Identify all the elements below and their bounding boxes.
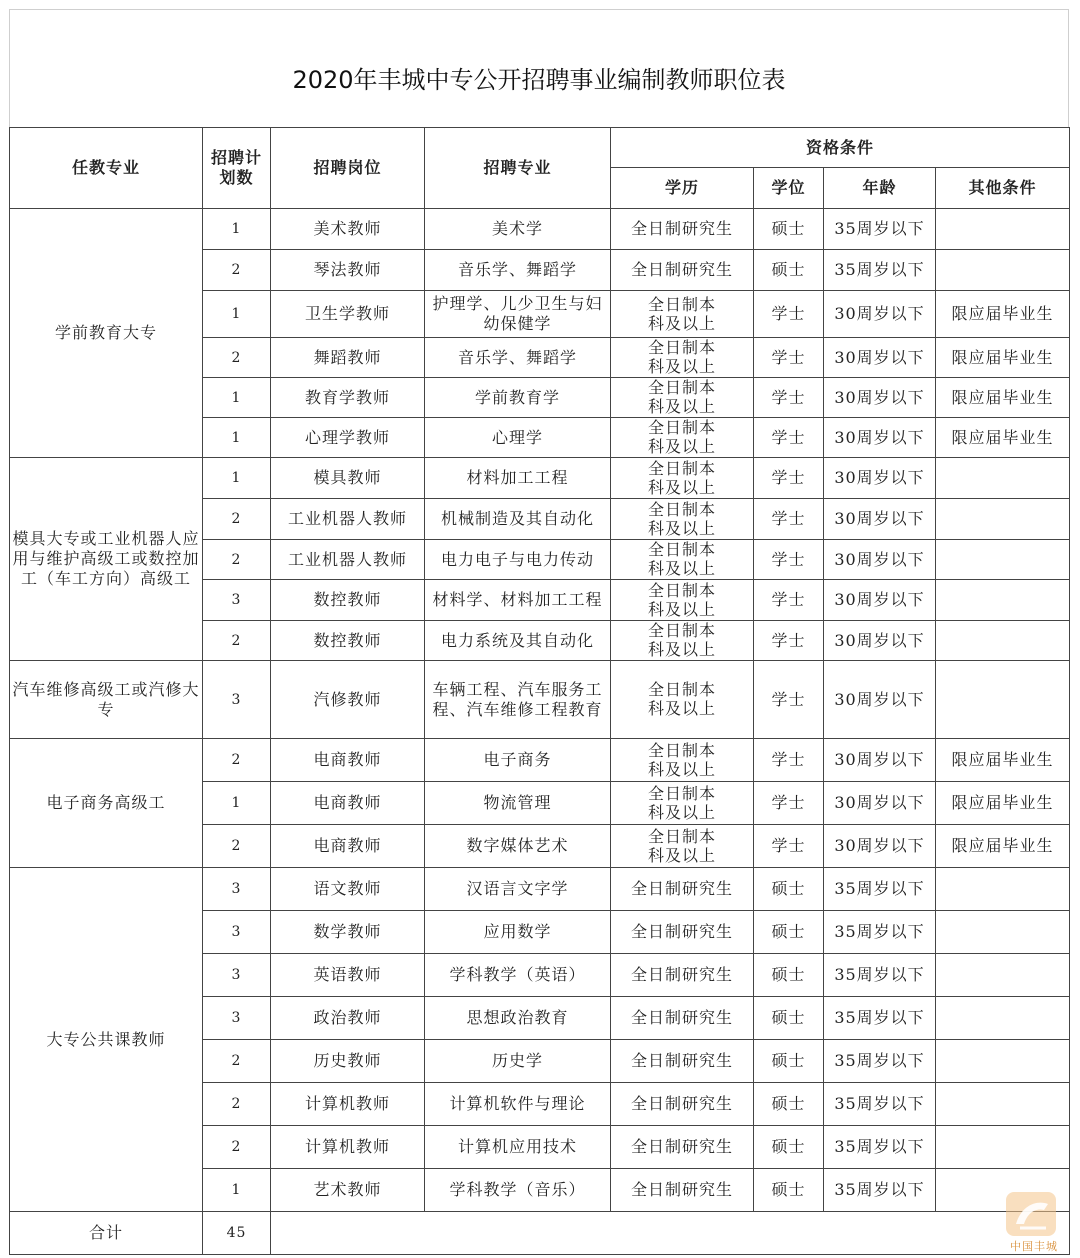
education-text: 全日制本科及以上 [647,580,716,619]
degree-cell: 学士 [754,621,824,661]
education-text: 全日制本科及以上 [647,740,716,779]
age-cell: 30周岁以下 [824,378,936,418]
subject-cell: 大专公共课教师 [10,868,203,1212]
age-cell: 30周岁以下 [824,291,936,338]
education-text: 全日制本科及以上 [647,378,716,416]
age-cell: 35周岁以下 [824,1169,936,1212]
major-cell: 学前教育学 [425,378,611,418]
watermark-text: 中国丰城 [1010,1240,1058,1253]
plan-cell: 1 [203,291,271,338]
other-cell: 限应届毕业生 [936,378,1070,418]
degree-cell: 学士 [754,540,824,580]
plan-cell: 2 [203,250,271,291]
other-cell [936,1083,1070,1126]
plan-cell: 1 [203,782,271,825]
education-text: 全日制本科及以上 [647,338,716,376]
degree-cell: 学士 [754,580,824,621]
education-cell [611,621,754,661]
age-cell: 30周岁以下 [824,739,936,782]
education-cell [611,540,754,580]
age-cell: 35周岁以下 [824,209,936,250]
other-cell: 限应届毕业生 [936,291,1070,338]
age-cell: 30周岁以下 [824,580,936,621]
education-cell [611,338,754,378]
header-qualification: 资格条件 [611,128,1070,168]
age-cell: 30周岁以下 [824,621,936,661]
age-cell: 30周岁以下 [824,418,936,458]
other-cell: 限应届毕业生 [936,782,1070,825]
age-cell: 35周岁以下 [824,1126,936,1169]
degree-cell: 学士 [754,458,824,499]
position-cell: 电商教师 [271,739,425,782]
fengcheng-logo-icon [1004,1190,1058,1238]
positions-table [9,127,1070,1255]
degree-cell: 学士 [754,825,824,868]
other-cell [936,540,1070,580]
subject-cell: 汽车维修高级工或汽修大专 [10,661,203,739]
position-cell: 英语教师 [271,954,425,997]
age-cell: 30周岁以下 [824,540,936,580]
major-cell: 护理学、儿少卫生与妇幼保健学 [425,291,611,338]
other-cell [936,868,1070,911]
education-cell: 全日制研究生 [611,250,754,291]
position-cell: 心理学教师 [271,418,425,458]
plan-cell: 3 [203,954,271,997]
education-cell [611,378,754,418]
table-row [10,661,1070,739]
degree-cell: 硕士 [754,1126,824,1169]
header-degree: 学位 [754,168,824,209]
age-cell: 30周岁以下 [824,782,936,825]
education-text: 全日制本科及以上 [647,418,716,456]
age-cell: 30周岁以下 [824,499,936,540]
other-cell: 限应届毕业生 [936,739,1070,782]
plan-cell: 1 [203,458,271,499]
page-title: 2020年丰城中专公开招聘事业编制教师职位表 [292,66,786,94]
age-cell: 35周岁以下 [824,954,936,997]
education-text: 全日制本科及以上 [647,540,716,578]
degree-cell: 硕士 [754,997,824,1040]
position-cell: 语文教师 [271,868,425,911]
other-cell [936,209,1070,250]
header-other: 其他条件 [936,168,1070,209]
other-cell [936,499,1070,540]
plan-cell: 2 [203,1083,271,1126]
table-row [10,209,1070,250]
total-value: 45 [203,1212,271,1255]
degree-cell: 学士 [754,291,824,338]
other-cell [936,580,1070,621]
header-plan: 招聘计划数 [203,128,271,209]
table-body [10,209,1070,1212]
position-cell: 工业机器人教师 [271,499,425,540]
plan-cell: 3 [203,868,271,911]
header-position: 招聘岗位 [271,128,425,209]
age-cell: 35周岁以下 [824,868,936,911]
position-cell: 舞蹈教师 [271,338,425,378]
degree-cell: 学士 [754,782,824,825]
subject-cell: 模具大专或工业机器人应用与维护高级工或数控加工（车工方向）高级工 [10,458,203,661]
other-cell [936,250,1070,291]
age-cell: 35周岁以下 [824,1083,936,1126]
age-cell: 30周岁以下 [824,458,936,499]
plan-cell: 2 [203,1040,271,1083]
degree-cell: 硕士 [754,911,824,954]
position-cell: 计算机教师 [271,1083,425,1126]
education-cell: 全日制研究生 [611,997,754,1040]
education-cell [611,661,754,739]
education-text: 全日制本科及以上 [647,458,716,497]
plan-cell: 2 [203,739,271,782]
plan-cell: 2 [203,1126,271,1169]
plan-cell: 2 [203,499,271,540]
major-cell: 学科教学（音乐） [425,1169,611,1212]
education-text: 全日制本科及以上 [647,826,716,865]
position-cell: 卫生学教师 [271,291,425,338]
degree-cell: 硕士 [754,1169,824,1212]
other-cell [936,911,1070,954]
plan-cell: 2 [203,338,271,378]
plan-cell: 3 [203,661,271,739]
position-cell: 工业机器人教师 [271,540,425,580]
total-blank [271,1212,1070,1255]
position-cell: 政治教师 [271,997,425,1040]
education-text: 全日制本科及以上 [647,621,716,659]
major-cell: 汉语言文字学 [425,868,611,911]
position-cell: 数学教师 [271,911,425,954]
major-cell: 电力电子与电力传动 [425,540,611,580]
position-cell: 计算机教师 [271,1126,425,1169]
other-cell [936,954,1070,997]
plan-cell: 1 [203,1169,271,1212]
degree-cell: 学士 [754,661,824,739]
major-cell: 计算机应用技术 [425,1126,611,1169]
major-cell: 音乐学、舞蹈学 [425,250,611,291]
header-education: 学历 [611,168,754,209]
plan-cell: 2 [203,540,271,580]
table-row [10,739,1070,782]
education-text: 全日制本科及以上 [647,680,716,718]
age-cell: 35周岁以下 [824,997,936,1040]
degree-cell: 硕士 [754,209,824,250]
education-cell [611,458,754,499]
position-cell: 数控教师 [271,580,425,621]
plan-cell: 1 [203,418,271,458]
education-cell [611,418,754,458]
education-cell [611,739,754,782]
major-cell: 应用数学 [425,911,611,954]
education-cell: 全日制研究生 [611,1083,754,1126]
position-cell: 美术教师 [271,209,425,250]
other-cell [936,458,1070,499]
major-cell: 车辆工程、汽车服务工程、汽车维修工程教育 [425,661,611,739]
major-cell: 思想政治教育 [425,997,611,1040]
major-cell: 物流管理 [425,782,611,825]
other-cell [936,621,1070,661]
age-cell: 30周岁以下 [824,661,936,739]
age-cell: 35周岁以下 [824,250,936,291]
major-cell: 学科教学（英语） [425,954,611,997]
major-cell: 材料加工工程 [425,458,611,499]
plan-cell: 2 [203,621,271,661]
position-cell: 数控教师 [271,621,425,661]
other-cell [936,1040,1070,1083]
major-cell: 计算机软件与理论 [425,1083,611,1126]
major-cell: 材料学、材料加工工程 [425,580,611,621]
degree-cell: 硕士 [754,1040,824,1083]
plan-cell: 1 [203,378,271,418]
age-cell: 35周岁以下 [824,1040,936,1083]
education-cell: 全日制研究生 [611,209,754,250]
table-row [10,868,1070,911]
education-cell: 全日制研究生 [611,911,754,954]
other-cell [936,997,1070,1040]
degree-cell: 学士 [754,499,824,540]
position-cell: 琴法教师 [271,250,425,291]
education-cell [611,782,754,825]
age-cell: 30周岁以下 [824,338,936,378]
education-cell [611,499,754,540]
age-cell: 30周岁以下 [824,825,936,868]
plan-cell: 3 [203,997,271,1040]
plan-cell: 3 [203,580,271,621]
degree-cell: 学士 [754,338,824,378]
position-cell: 电商教师 [271,825,425,868]
education-cell: 全日制研究生 [611,954,754,997]
other-cell: 限应届毕业生 [936,338,1070,378]
degree-cell: 学士 [754,418,824,458]
age-cell: 35周岁以下 [824,911,936,954]
major-cell: 电子商务 [425,739,611,782]
education-cell: 全日制研究生 [611,1126,754,1169]
title-area [9,9,1069,127]
major-cell: 机械制造及其自动化 [425,499,611,540]
major-cell: 电力系统及其自动化 [425,621,611,661]
position-cell: 汽修教师 [271,661,425,739]
education-text: 全日制本科及以上 [647,783,716,822]
degree-cell: 学士 [754,739,824,782]
major-cell: 历史学 [425,1040,611,1083]
position-cell: 模具教师 [271,458,425,499]
position-cell: 教育学教师 [271,378,425,418]
other-cell: 限应届毕业生 [936,418,1070,458]
header-major: 招聘专业 [425,128,611,209]
education-cell: 全日制研究生 [611,1040,754,1083]
education-cell [611,825,754,868]
plan-cell: 1 [203,209,271,250]
major-cell: 心理学 [425,418,611,458]
plan-cell: 2 [203,825,271,868]
other-cell: 限应届毕业生 [936,825,1070,868]
degree-cell: 硕士 [754,954,824,997]
total-label: 合计 [10,1212,203,1255]
table-row [10,458,1070,499]
header-subject: 任教专业 [10,128,203,209]
plan-cell: 3 [203,911,271,954]
subject-cell: 电子商务高级工 [10,739,203,868]
major-cell: 美术学 [425,209,611,250]
education-cell: 全日制研究生 [611,1169,754,1212]
education-text: 全日制本科及以上 [647,499,716,538]
position-cell: 艺术教师 [271,1169,425,1212]
major-cell: 音乐学、舞蹈学 [425,338,611,378]
other-cell [936,1126,1070,1169]
degree-cell: 学士 [754,378,824,418]
position-cell: 电商教师 [271,782,425,825]
education-cell [611,291,754,338]
position-cell: 历史教师 [271,1040,425,1083]
subject-cell: 学前教育大专 [10,209,203,458]
education-cell: 全日制研究生 [611,868,754,911]
degree-cell: 硕士 [754,1083,824,1126]
header-age: 年龄 [824,168,936,209]
other-cell [936,661,1070,739]
education-text: 全日制本科及以上 [647,294,716,333]
degree-cell: 硕士 [754,868,824,911]
degree-cell: 硕士 [754,250,824,291]
major-cell: 数字媒体艺术 [425,825,611,868]
education-cell [611,580,754,621]
